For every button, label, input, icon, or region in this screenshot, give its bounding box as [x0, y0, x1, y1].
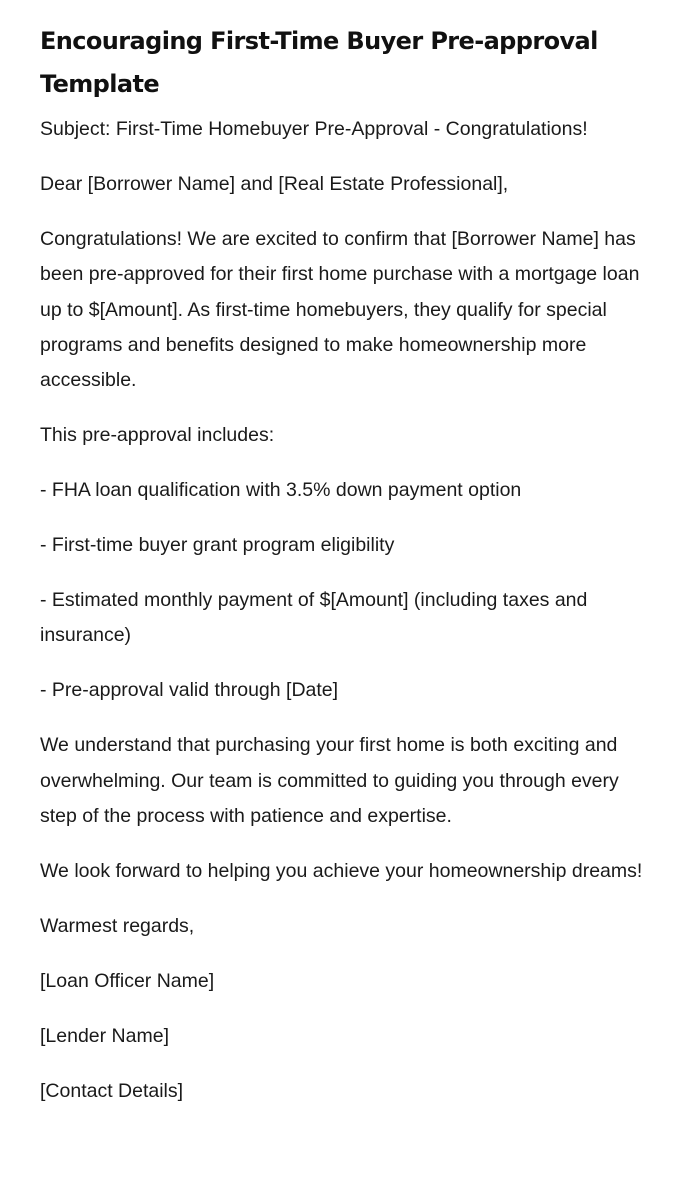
closing-line: We look forward to helping you achieve your homeownership dreams! [40, 859, 643, 882]
list-item: - Pre-approval valid through [Date] [40, 679, 339, 702]
contact-details: [Contact Details] [40, 1079, 184, 1102]
commitment-paragraph: We understand that purchasing your first home is both exciting and overwhelming. Our team is committed to guiding you through every step of the process with patience and expertise. [40, 734, 619, 827]
lender-name: [Lender Name] [40, 1024, 169, 1047]
list-item: - First-time buyer grant program eligibility [40, 534, 395, 557]
document-title: Encouraging First-Time Buyer Pre-approval Template [40, 27, 598, 98]
includes-heading: This pre-approval includes: [40, 424, 275, 447]
intro-paragraph: Congratulations! We are excited to confirm that [Borrower Name] has been pre-approved for their first home purchase with a mortgage loan up to $[Amount]. As first-time homebuyers, they qualify for special programs and benefits designed to make homeownership more accessible. [40, 227, 640, 392]
list-item: - Estimated monthly payment of $[Amount] (including taxes and insurance) [40, 589, 588, 647]
loan-officer-name: [Loan Officer Name] [40, 969, 215, 992]
list-item: - FHA loan qualification with 3.5% down payment option [40, 479, 522, 502]
salutation: Dear [Borrower Name] and [Real Estate Professional], [40, 172, 509, 195]
sign-off: Warmest regards, [40, 914, 195, 937]
subject-line: Subject: First-Time Homebuyer Pre-Approval - Congratulations! [40, 118, 588, 140]
